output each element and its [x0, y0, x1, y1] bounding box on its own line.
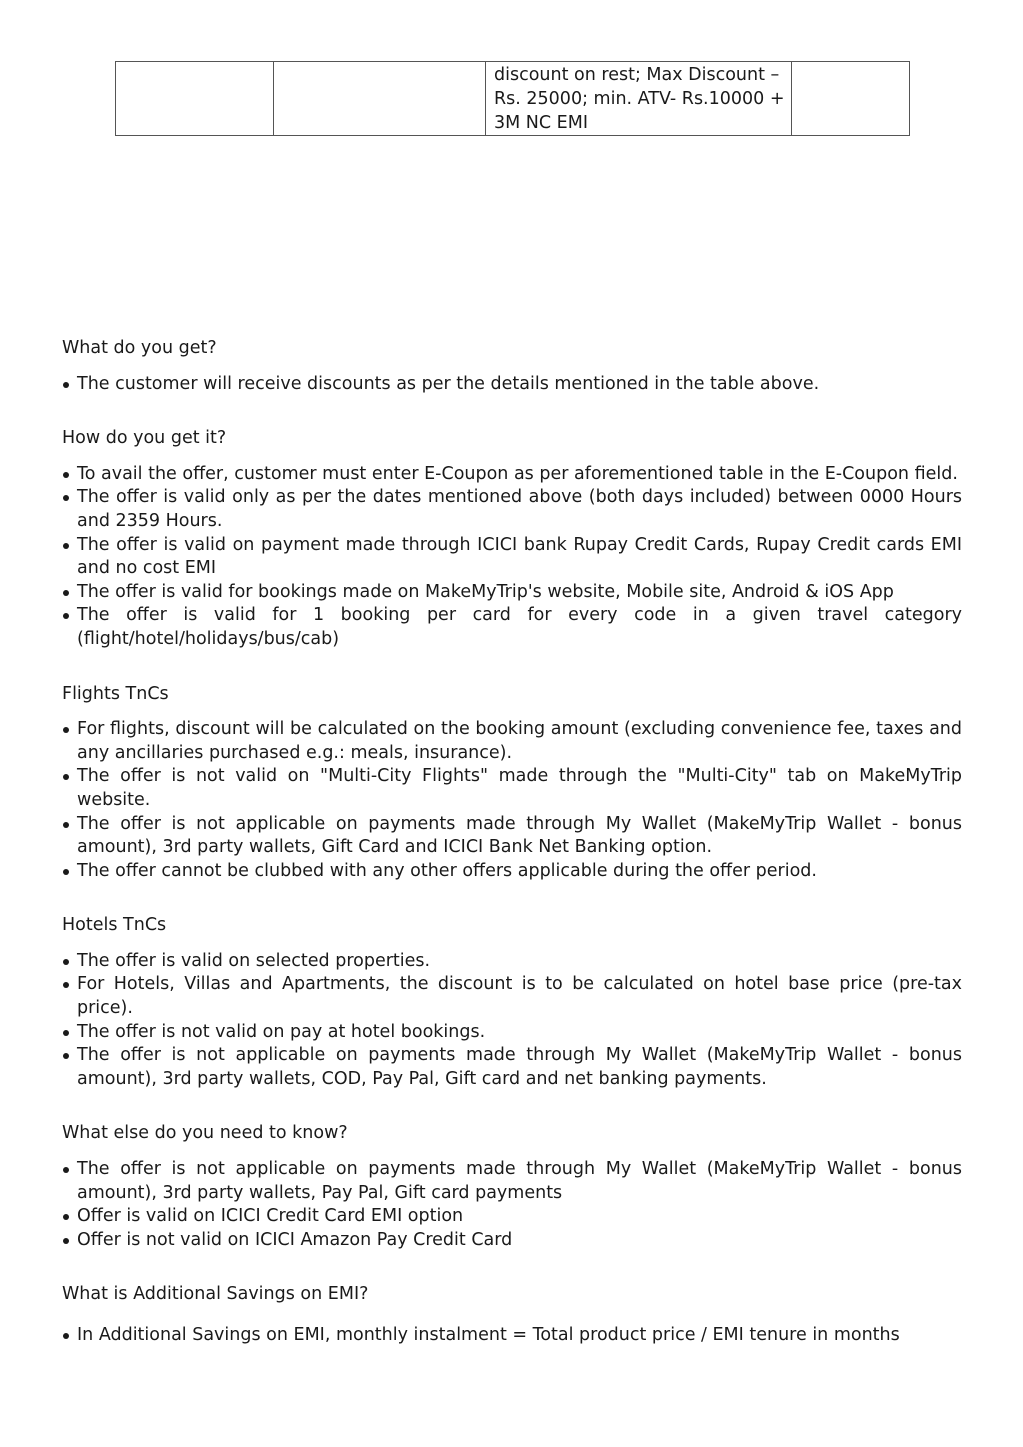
bullet-list: [62, 1158, 962, 1252]
list-item: The offer is not applicable on payments made through My Wallet (MakeMyTrip Wallet - bonus amount), 3rd party wallets, Pay Pal, Gift card payments: [62, 1158, 962, 1205]
list-item: The offer is valid for 1 booking per card for every code in a given travel category (flight/hotel/holidays/bus/cab): [62, 604, 962, 651]
section-additional-savings: [62, 1283, 962, 1347]
list-item: Offer is not valid on ICICI Amazon Pay Credit Card: [62, 1229, 962, 1253]
list-item: The offer is valid only as per the dates mentioned above (both days included) between 0000 Hours and 2359 Hours.: [62, 486, 962, 533]
bullet-list: [62, 950, 962, 1092]
table-cell: discount on rest; Max Discount – Rs. 25000; min. ATV- Rs.10000 + 3M NC EMI: [486, 62, 792, 136]
list-item: Offer is valid on ICICI Credit Card EMI option: [62, 1205, 962, 1229]
list-item: The offer is not valid on pay at hotel bookings.: [62, 1021, 962, 1045]
section-what-do-you-get: [62, 337, 962, 396]
list-item: The offer is not applicable on payments made through My Wallet (MakeMyTrip Wallet - bonus amount), 3rd party wallets, Gift Card and ICICI Bank Net Banking option.: [62, 813, 962, 860]
table-row: [116, 62, 910, 136]
bullet-list: [62, 373, 962, 397]
section-how-do-you-get-it: [62, 427, 962, 651]
bullet-list: [62, 718, 962, 883]
bullet-list: [62, 1324, 962, 1348]
section-hotels-tncs: [62, 914, 962, 1091]
offer-table: [115, 61, 910, 136]
list-item: To avail the offer, customer must enter E-Coupon as per aforementioned table in the E-Coupon field.: [62, 463, 962, 487]
table-cell: [792, 62, 910, 136]
bullet-list: [62, 463, 962, 652]
list-item: The offer is valid on payment made through ICICI bank Rupay Credit Cards, Rupay Credit cards EMI and no cost EMI: [62, 534, 962, 581]
table-cell: [116, 62, 274, 136]
list-item: For Hotels, Villas and Apartments, the discount is to be calculated on hotel base price (pre-tax price).: [62, 973, 962, 1020]
terms-content: [62, 337, 962, 1379]
list-item: The customer will receive discounts as per the details mentioned in the table above.: [62, 373, 962, 397]
list-item: The offer is valid for bookings made on MakeMyTrip's website, Mobile site, Android & iOS App: [62, 581, 962, 605]
list-item: The offer cannot be clubbed with any other offers applicable during the offer period.: [62, 860, 962, 884]
list-item: The offer is valid on selected properties.: [62, 950, 962, 974]
section-heading: Hotels TnCs: [62, 915, 167, 936]
section-what-else: [62, 1122, 962, 1252]
list-item: For flights, discount will be calculated on the booking amount (excluding convenience fee, taxes and any ancillaries purchased e.g.: meals, insurance).: [62, 718, 962, 765]
section-heading: What else do you need to know?: [62, 1123, 348, 1144]
list-item: In Additional Savings on EMI, monthly instalment = Total product price / EMI tenure in months: [62, 1324, 962, 1348]
table-cell: [274, 62, 486, 136]
list-item: The offer is not valid on "Multi-City Flights" made through the "Multi-City" tab on MakeMyTrip website.: [62, 765, 962, 812]
section-flights-tncs: [62, 683, 962, 884]
section-heading: What is Additional Savings on EMI?: [62, 1284, 369, 1305]
section-heading: How do you get it?: [62, 428, 227, 449]
section-heading: Flights TnCs: [62, 683, 169, 704]
section-heading: What do you get?: [62, 338, 217, 358]
list-item: The offer is not applicable on payments made through My Wallet (MakeMyTrip Wallet - bonus amount), 3rd party wallets, COD, Pay Pal, Gift card and net banking payments.: [62, 1044, 962, 1091]
